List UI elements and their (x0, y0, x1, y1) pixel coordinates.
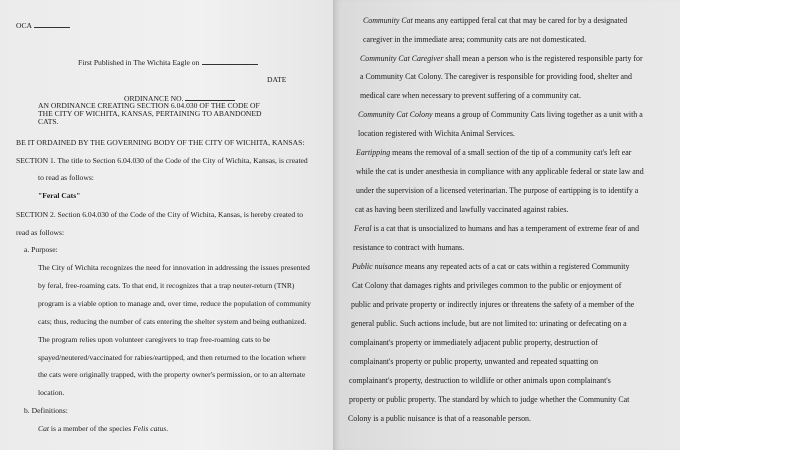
nuisance-definition-line-3: public and private property or indirectly injures or threatens the safety of a member of the (351, 300, 635, 309)
enacting-clause: BE IT ORDAINED BY THE GOVERNING BODY OF THE CITY OF WICHITA, KANSAS: (16, 138, 305, 147)
caregiver-definition-line-1: Community Cat Caregiver shall mean a person who is the registered responsible party for (360, 54, 643, 63)
feral-definition-line-1: Feral is a cat that is unsocialized to humans and has a temperament of extreme fear of and (354, 224, 640, 233)
purpose-line-4: cats; thus, reducing the number of cats entering the shelter system and being euthanized. (38, 317, 307, 326)
purpose-line-1: The City of Wichita recognizes the need for innovation in addressing the issues presented (38, 263, 310, 272)
eartipping-definition-line-2: while the cat is under anesthesia in compliance with any applicable federal or state law and (356, 167, 644, 176)
colony-definition-line-2: location registered with Wichita Animal Services. (358, 129, 515, 138)
section-1-line-2: to read as follows: (38, 173, 94, 182)
feral-term: Feral (354, 224, 372, 233)
nuisance-definition-line-1: Public nuisance means any repeated acts of a cat or cats within a registered Community (352, 262, 630, 271)
section-2-line-1: SECTION 2. Section 6.04.030 of the Code of the City of Wichita, Kansas, is hereby created to (16, 210, 304, 219)
nuisance-definition-line-4: general public. Such actions include, but are not limited to: urinating or defecating on a (351, 319, 627, 328)
purpose-line-3: program is a viable option to manage and, over time, reduce the population of community (38, 299, 311, 308)
ordinance-title-line-2: THE CITY OF WICHITA, KANSAS, PERTAINING TO ABANDONED (38, 109, 262, 118)
eartipping-definition-line-1: Eartipping means the removal of a small section of the tip of a community cat's left ear (356, 148, 632, 157)
colony-definition-line-1: Community Cat Colony means a group of Community Cats living together as a unit with a (358, 110, 643, 119)
nuisance-definition-line-6: complainant's property or public property, unwanted and repeated squatting on (350, 357, 599, 366)
oca-blank-line (34, 20, 70, 28)
community-cat-term: Community Cat (363, 16, 413, 25)
purpose-line-6: spayed/neutered/vaccinated for rabies/eartipped, and then returned to the location where (38, 353, 306, 362)
colony-term: Community Cat Colony (358, 110, 433, 119)
section-1-line-1: SECTION 1. The title to Section 6.04.030 of the Code of the City of Wichita, Kansas, is created (16, 156, 308, 165)
purpose-label: a. Purpose: (24, 245, 58, 254)
caregiver-definition-line-3: medical care when necessary to prevent suffering of a community cat. (360, 91, 581, 100)
eartipping-term: Eartipping (356, 148, 391, 157)
caregiver-term: Community Cat Caregiver (360, 54, 444, 63)
date-label: DATE (267, 75, 287, 84)
cat-term: Cat (38, 424, 49, 433)
feral-cats-heading: "Feral Cats" (38, 191, 81, 200)
purpose-line-8: location. (38, 388, 65, 397)
published-line: First Published in The Wichita Eagle on (78, 57, 258, 67)
published-date-blank (202, 57, 258, 65)
definitions-label: b. Definitions: (24, 406, 68, 415)
ordinance-title-line-3: CATS. (38, 117, 59, 126)
nuisance-definition-line-9: Colony is a public nuisance is that of a reasonable person. (348, 414, 531, 423)
purpose-line-7: the cats were originally trapped, with the property owner's permission, or to an alternate (38, 370, 306, 379)
nuisance-definition-line-8: property or public property. The standard by which to judge whether the Community Cat (349, 395, 630, 404)
section-2-line-2: read as follows: (16, 228, 65, 237)
ordinance-title-line-1: AN ORDINANCE CREATING SECTION 6.04.030 OF THE CODE OF (38, 101, 260, 110)
purpose-line-5: The program relies upon volunteer caregivers to trap free-roaming cats to be (38, 335, 271, 344)
caregiver-definition-line-2: a Community Cat Colony. The caregiver is responsible for providing food, shelter and (360, 72, 632, 81)
eartipping-definition-line-3: under the supervision of a licensed veterinarian. The purpose of eartipping is to identify a (356, 186, 639, 195)
public-nuisance-term: Public nuisance (352, 262, 403, 271)
species-name: Felis catus (133, 424, 167, 433)
nuisance-definition-line-2: Cat Colony that damages rights and privileges common to the public or enjoyment of (352, 281, 622, 290)
nuisance-definition-line-7: complainant's property, destruction to wildlife or other animals upon complainant's (349, 376, 611, 385)
community-cat-definition-line-1: Community Cat means any eartipped feral cat that may be cared for by a designated (363, 16, 628, 25)
ordinance-number-blank (185, 93, 235, 101)
purpose-line-2: by feral, free-roaming cats. To that end, it recognizes that a trap neuter-return (TNR) (38, 281, 295, 290)
nuisance-definition-line-5: complainant's property or immediately adjacent public property, destruction of (350, 338, 598, 347)
community-cat-definition-line-2: caregiver in the immediate area; community cats are not domesticated. (363, 35, 587, 44)
cat-definition: Cat is a member of the species Felis catus. (38, 424, 169, 433)
feral-definition-line-2: resistance to contract with humans. (353, 243, 465, 252)
eartipping-definition-line-4: cat as having been sterilized and lawfully vaccinated against rabies. (355, 205, 569, 214)
ordinance-number: ORDINANCE NO. (124, 93, 235, 103)
right-document-page (333, 0, 680, 450)
left-document-page (0, 0, 333, 450)
oca-label: OCA (16, 20, 70, 30)
